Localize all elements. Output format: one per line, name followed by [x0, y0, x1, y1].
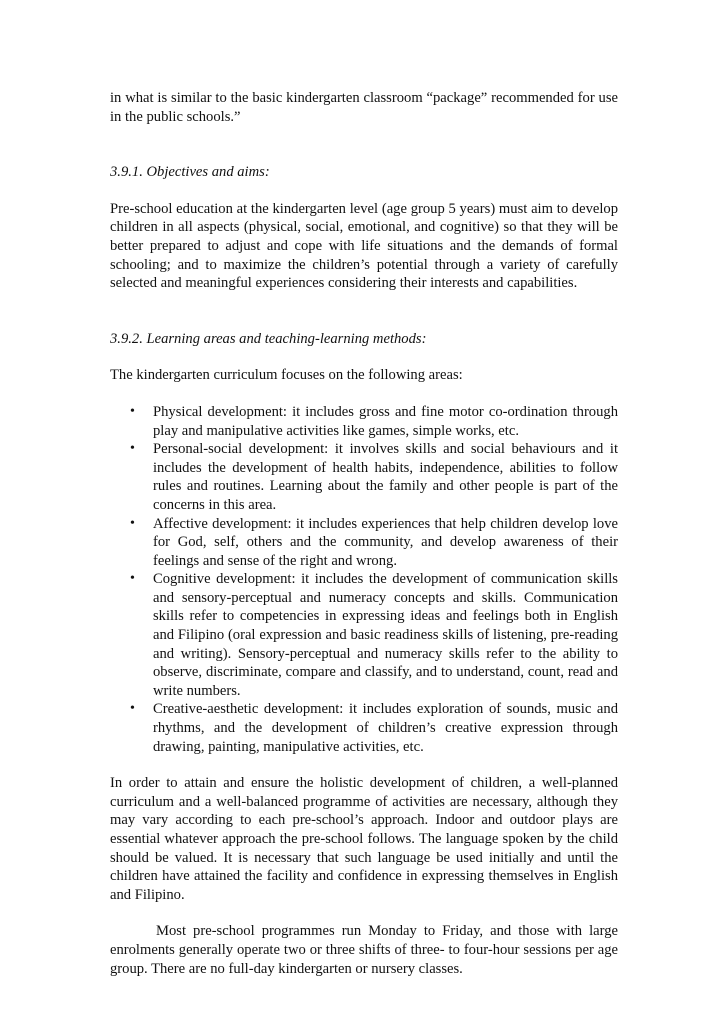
bullet-icon: • — [130, 701, 135, 717]
objectives-paragraph: Pre-school education at the kindergarten level (age group 5 years) must aim to develop children in all aspects (physical, social, emotional, and cognitive) so that they will be better prepared to adjust and cope with life situations and the demands of formal schooling; and to maximize the children’s potential through a variety of carefully selected and meaningful experiences considering their interests and capabilities. — [110, 200, 618, 292]
intro-paragraph: in what is similar to the basic kindergarten classroom “package” recommended for use in the public schools.” — [110, 90, 618, 125]
section-heading-objectives: 3.9.1. Objectives and aims: — [110, 164, 270, 181]
bullet-icon: • — [130, 515, 135, 531]
bullet-icon: • — [130, 571, 135, 587]
list-item — [110, 515, 618, 571]
list-item — [110, 570, 618, 700]
list-item — [110, 700, 618, 756]
list-item — [110, 403, 618, 440]
holistic-development-paragraph: In order to attain and ensure the holistic development of children, a well-planned curriculum and a well-balanced programme of activities are necessary, although they may vary according to each pre-school’s approach. Indoor and outdoor plays are essential whatever approach the pre-school follows. The language spoken by the child should be valued. It is necessary that such language be used initially and until the children have attained the facility and confidence in expressing themselves in English and Filipino. — [110, 775, 618, 903]
list-item — [110, 440, 618, 514]
bullet-icon: • — [130, 441, 135, 457]
programme-schedule-paragraph: Most pre-school programmes run Monday to Friday, and those with large enrolments generally operate two or three shifts of three- to four-hour sessions per age group. There are no full-day kindergarten or nursery classes. — [110, 923, 618, 977]
curriculum-lead: The kindergarten curriculum focuses on the following areas: — [110, 367, 463, 384]
bullet-icon: • — [130, 403, 135, 419]
section-heading-learning-areas: 3.9.2. Learning areas and teaching-learning methods: — [110, 330, 427, 347]
learning-areas-list — [110, 403, 618, 756]
list-item-text: Affective development: it includes experiences that help children develop love for God, self, others and the community, and develop awareness of their feelings and sense of the right and wrong. — [153, 515, 618, 569]
list-item-text: Cognitive development: it includes the development of communication skills and sensory-perceptual and numeracy concepts and skills. Communication skills refer to competencies in expressing ideas and feelings both in English and Filipino (oral expression and basic readiness skills of listening, pre-reading and writing). Sensory-perceptual and numeracy skills refer to the ability to observe, discriminate, compare and classify, and to understand, count, read and write numbers. — [153, 571, 618, 699]
document-page — [110, 89, 618, 978]
list-item-text: Creative-aesthetic development: it includes exploration of sounds, music and rhythms, and the development of children’s creative expression through drawing, painting, manipulative activities, etc. — [153, 701, 618, 755]
list-item-text: Personal-social development: it involves skills and social behaviours and it includes the development of health habits, independence, abilities to follow rules and routines. Learning about the family and other people is part of the concerns in this area. — [153, 441, 618, 513]
list-item-text: Physical development: it includes gross and fine motor co-ordination through play and manipulative activities like games, simple works, etc. — [153, 403, 618, 439]
